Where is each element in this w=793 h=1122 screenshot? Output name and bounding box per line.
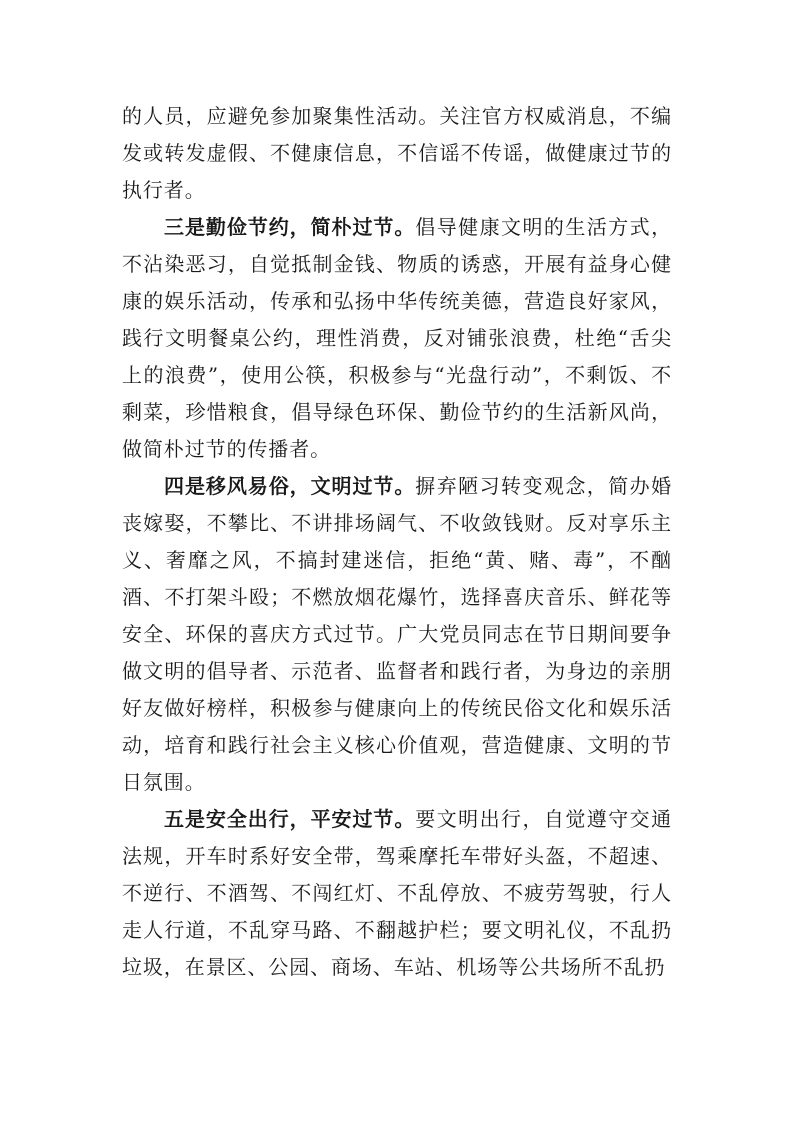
paragraph-continuation xyxy=(122,98,672,209)
paragraph-heading: 三是勤俭节约，简朴过节。 xyxy=(164,215,416,239)
paragraph-text: 摒弃陋习转变观念，简办婚丧嫁娶，不攀比、不讲排场阔气、不收敛钱财。反对享乐主义、奢靡之风，不搞封建迷信，拒绝“黄、赌、毒”，不酗酒、不打架斗殴；不燃放烟花爆竹，选择喜庆音乐、鲜花等安全、环保的喜庆方式过节。广大党员同志在节日期间要争做文明的倡导者、示范者、监督者和践行者，为身边的亲朋好友做好榜样，积极参与健康向上的传统民俗文化和娱乐活动，培育和践行社会主义核心价值观，营造健康、文明的节日氛围。 xyxy=(122,474,672,794)
document-body xyxy=(122,98,672,986)
paragraph-text: 倡导健康文明的生活方式，不沾染恶习，自觉抵制金钱、物质的诱惑，开展有益身心健康的娱乐活动，传承和弘扬中华传统美德，营造良好家风，践行文明餐桌公约，理性消费，反对铺张浪费，杜绝“舌尖上的浪费”，使用公筷，积极参与“光盘行动”，不剩饭、不剩菜，珍惜粮食，倡导绿色环保、勤俭节约的生活新风尚，做简朴过节的传播者。 xyxy=(122,215,672,461)
paragraph-safety xyxy=(122,801,672,986)
paragraph-heading: 四是移风易俗，文明过节。 xyxy=(164,474,416,498)
paragraph-heading: 五是安全出行，平安过节。 xyxy=(164,807,416,831)
paragraph-text: 要文明出行，自觉遵守交通法规，开车时系好安全带，驾乘摩托车带好头盔，不超速、不逆行、不酒驾、不闯红灯、不乱停放、不疲劳驾驶，行人走人行道，不乱穿马路、不翻越护栏；要文明礼仪，不乱扔垃圾，在景区、公园、商场、车站、机场等公共场所不乱扔 xyxy=(122,807,672,979)
paragraph-frugality xyxy=(122,209,672,468)
paragraph-text: 的人员，应避免参加聚集性活动。关注官方权威消息，不编发或转发虚假、不健康信息，不信谣不传谣，做健康过节的执行者。 xyxy=(122,104,672,202)
paragraph-customs xyxy=(122,468,672,801)
